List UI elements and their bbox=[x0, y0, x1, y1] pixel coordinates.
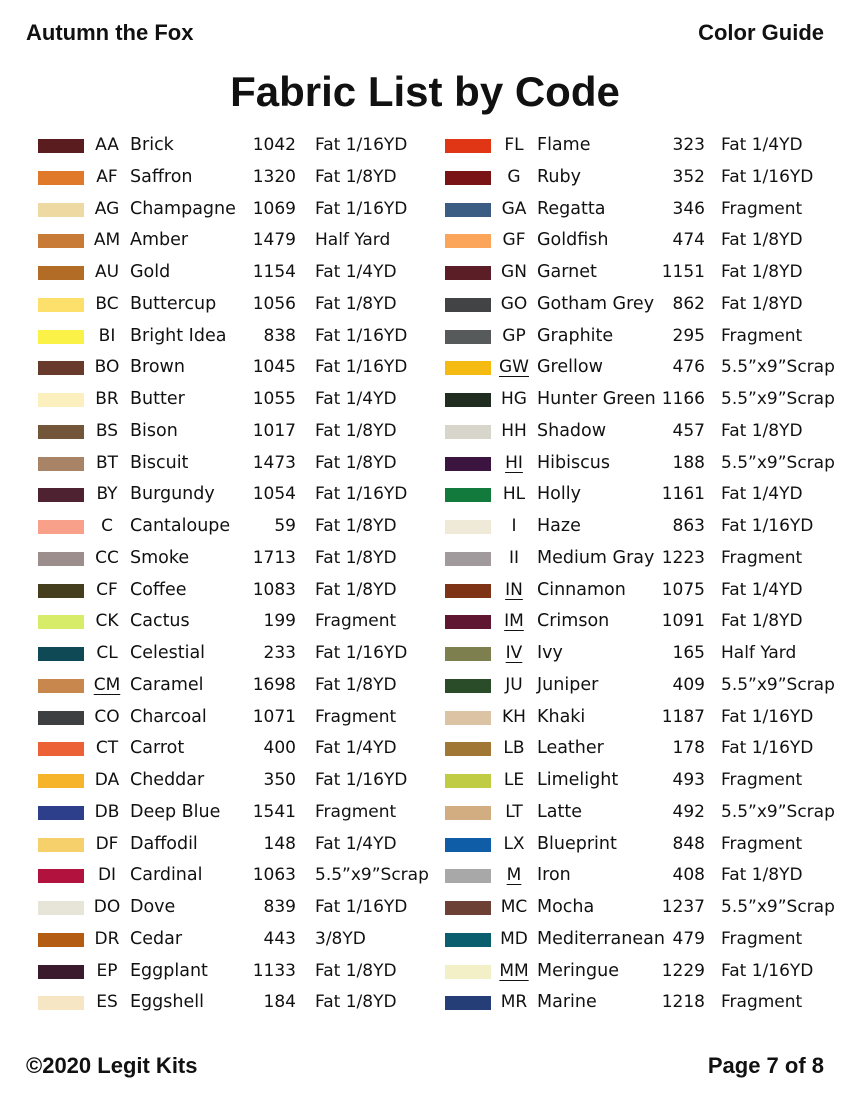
footer-copyright: ©2020 Legit Kits bbox=[26, 1053, 198, 1078]
fabric-number: 1045 bbox=[252, 357, 296, 378]
color-swatch bbox=[445, 901, 491, 915]
fabric-code: BS bbox=[95, 420, 119, 441]
fabric-code: BC bbox=[95, 293, 119, 314]
fabric-code: MR bbox=[500, 992, 528, 1013]
fabric-size: Fat 1/8YD bbox=[315, 992, 397, 1013]
fabric-name: Saffron bbox=[130, 166, 193, 187]
color-swatch bbox=[445, 552, 491, 566]
color-swatch bbox=[38, 488, 84, 502]
fabric-name: Holly bbox=[537, 484, 581, 505]
fabric-name: Celestial bbox=[130, 643, 206, 663]
color-swatch bbox=[445, 965, 491, 979]
fabric-code: HI bbox=[505, 452, 523, 473]
fabric-code: LX bbox=[503, 833, 525, 854]
fabric-name: Cedar bbox=[130, 928, 183, 949]
fabric-number: 493 bbox=[672, 770, 705, 790]
color-swatch bbox=[445, 933, 491, 947]
fabric-code: AU bbox=[94, 262, 120, 282]
fabric-name: Hibiscus bbox=[537, 452, 610, 473]
fabric-name: Meringue bbox=[537, 960, 619, 981]
fabric-code: AF bbox=[96, 166, 118, 187]
color-swatch bbox=[445, 203, 491, 217]
fabric-size: Fragment bbox=[315, 611, 397, 632]
color-swatch bbox=[38, 330, 84, 344]
fabric-name: Cactus bbox=[130, 611, 190, 632]
fabric-size: Fragment bbox=[721, 770, 803, 790]
fabric-size: Fragment bbox=[315, 801, 397, 822]
fabric-number: 1166 bbox=[661, 389, 705, 409]
fabric-name: Butter bbox=[130, 389, 185, 409]
fabric-code: KH bbox=[502, 706, 526, 727]
fabric-number: 1713 bbox=[252, 547, 296, 568]
fabric-name: Eggplant bbox=[130, 960, 208, 981]
fabric-code: BT bbox=[95, 452, 119, 473]
fabric-number: 1054 bbox=[252, 484, 296, 505]
fabric-size: Fat 1/8YD bbox=[315, 547, 397, 568]
color-swatch bbox=[38, 615, 84, 629]
fabric-name: Garnet bbox=[537, 262, 597, 282]
fabric-name: Ivy bbox=[537, 643, 563, 663]
fabric-code: ES bbox=[96, 992, 118, 1013]
fabric-name: Latte bbox=[537, 801, 582, 822]
fabric-name: Graphite bbox=[537, 325, 614, 346]
fabric-number: 848 bbox=[672, 833, 705, 854]
fabric-number: 1063 bbox=[252, 865, 296, 886]
fabric-code: DB bbox=[94, 801, 120, 822]
fabric-size: 5.5”x9”Scrap bbox=[721, 452, 835, 473]
fabric-number: 862 bbox=[672, 293, 705, 314]
fabric-size: Fat 1/16YD bbox=[315, 198, 408, 219]
fabric-code: CM bbox=[93, 674, 121, 695]
color-swatch bbox=[38, 869, 84, 883]
color-swatch bbox=[38, 266, 84, 280]
fabric-code: CC bbox=[95, 547, 119, 568]
fabric-code: C bbox=[101, 516, 113, 536]
color-swatch bbox=[445, 869, 491, 883]
fabric-code: I bbox=[511, 516, 517, 536]
fabric-name: Dove bbox=[130, 897, 176, 917]
fabric-name: Bright Idea bbox=[130, 325, 227, 346]
fabric-size: Fat 1/8YD bbox=[315, 579, 397, 600]
fabric-code: BO bbox=[94, 357, 120, 378]
fabric-size: Fragment bbox=[721, 833, 803, 854]
fabric-code: GP bbox=[502, 325, 526, 346]
color-swatch bbox=[445, 647, 491, 661]
fabric-number: 1151 bbox=[661, 262, 705, 282]
fabric-number: 492 bbox=[672, 801, 705, 822]
color-swatch bbox=[445, 330, 491, 344]
fabric-size: Fat 1/16YD bbox=[315, 770, 408, 790]
color-swatch bbox=[38, 234, 84, 248]
fabric-number: 165 bbox=[672, 643, 705, 663]
fabric-size: Fat 1/8YD bbox=[721, 611, 803, 632]
fabric-number: 1071 bbox=[252, 706, 296, 727]
fabric-size: Fat 1/8YD bbox=[315, 516, 397, 536]
fabric-code: GA bbox=[501, 198, 527, 219]
fabric-size: 5.5”x9”Scrap bbox=[721, 389, 835, 409]
fabric-code: BY bbox=[96, 484, 118, 505]
fabric-name: Leather bbox=[537, 738, 604, 759]
fabric-size: Fat 1/8YD bbox=[315, 166, 397, 187]
fabric-size: Fat 1/4YD bbox=[721, 579, 803, 600]
fabric-name: Amber bbox=[130, 230, 189, 251]
color-swatch bbox=[38, 838, 84, 852]
fabric-size: Fragment bbox=[721, 198, 803, 219]
fabric-number: 295 bbox=[672, 325, 705, 346]
fabric-size: Fat 1/16YD bbox=[721, 166, 814, 187]
fabric-number: 1042 bbox=[252, 135, 296, 155]
fabric-number: 838 bbox=[263, 325, 296, 346]
header-guide-label: Color Guide bbox=[698, 20, 824, 45]
color-swatch bbox=[445, 774, 491, 788]
fabric-size: Fat 1/4YD bbox=[315, 389, 397, 409]
fabric-number: 1161 bbox=[661, 484, 705, 505]
color-swatch bbox=[38, 393, 84, 407]
fabric-code: HH bbox=[501, 420, 527, 441]
fabric-name: Charcoal bbox=[130, 706, 207, 727]
fabric-code: HG bbox=[501, 389, 527, 409]
fabric-number: 184 bbox=[263, 992, 296, 1013]
color-swatch bbox=[38, 361, 84, 375]
fabric-code: BR bbox=[95, 389, 119, 409]
color-swatch bbox=[38, 774, 84, 788]
fabric-size: Fat 1/8YD bbox=[721, 293, 803, 314]
fabric-code: BI bbox=[98, 325, 116, 346]
fabric-code: CO bbox=[94, 706, 120, 727]
fabric-name: Gotham Grey bbox=[537, 293, 655, 314]
fabric-number: 1154 bbox=[252, 262, 296, 282]
fabric-code: CK bbox=[95, 611, 119, 632]
fabric-code: JU bbox=[505, 674, 523, 695]
fabric-name: Cinnamon bbox=[537, 579, 626, 600]
fabric-size: Fat 1/8YD bbox=[315, 674, 397, 695]
fabric-name: Flame bbox=[537, 135, 591, 155]
fabric-size: Half Yard bbox=[721, 643, 797, 663]
fabric-number: 409 bbox=[672, 674, 705, 695]
fabric-size: Fat 1/16YD bbox=[315, 135, 408, 155]
fabric-name: Crimson bbox=[537, 611, 610, 632]
fabric-name: Mocha bbox=[537, 897, 595, 917]
fabric-name: Haze bbox=[537, 516, 581, 536]
fabric-code: GW bbox=[499, 357, 529, 378]
color-swatch bbox=[445, 996, 491, 1010]
fabric-size: Fragment bbox=[721, 992, 803, 1013]
color-swatch bbox=[38, 457, 84, 471]
footer-page-number: Page 7 of 8 bbox=[707, 1053, 824, 1078]
color-swatch bbox=[38, 996, 84, 1010]
fabric-number: 148 bbox=[263, 833, 296, 854]
fabric-name: Blueprint bbox=[537, 833, 617, 854]
fabric-code: AG bbox=[94, 198, 120, 219]
color-swatch bbox=[38, 425, 84, 439]
fabric-size: Fat 1/4YD bbox=[721, 484, 803, 505]
color-swatch bbox=[445, 806, 491, 820]
fabric-size: Fat 1/16YD bbox=[315, 643, 408, 663]
color-swatch bbox=[445, 139, 491, 153]
color-swatch bbox=[38, 965, 84, 979]
color-swatch bbox=[38, 933, 84, 947]
fabric-name: Carrot bbox=[130, 738, 185, 759]
fabric-size: Fat 1/8YD bbox=[721, 230, 803, 251]
fabric-size: Fat 1/16YD bbox=[315, 357, 408, 378]
fabric-code: DR bbox=[94, 928, 120, 949]
fabric-code: AM bbox=[93, 230, 121, 251]
fabric-number: 863 bbox=[672, 516, 705, 536]
fabric-name: Marine bbox=[537, 992, 597, 1013]
fabric-number: 1479 bbox=[252, 230, 296, 251]
fabric-number: 1069 bbox=[252, 198, 296, 219]
fabric-size: Fragment bbox=[315, 706, 397, 727]
fabric-number: 1218 bbox=[661, 992, 705, 1013]
fabric-code: DI bbox=[97, 865, 117, 886]
fabric-code: MM bbox=[499, 960, 529, 981]
fabric-size: Fat 1/16YD bbox=[315, 897, 408, 917]
fabric-code: II bbox=[508, 547, 520, 568]
fabric-code: GN bbox=[501, 262, 527, 282]
color-swatch bbox=[445, 488, 491, 502]
color-swatch bbox=[445, 457, 491, 471]
fabric-size: Fat 1/8YD bbox=[315, 452, 397, 473]
fabric-name: Shadow bbox=[537, 420, 607, 441]
fabric-number: 178 bbox=[672, 738, 705, 759]
fabric-number: 1473 bbox=[252, 452, 296, 473]
fabric-number: 1229 bbox=[661, 960, 705, 981]
color-swatch bbox=[445, 742, 491, 756]
color-swatch bbox=[38, 806, 84, 820]
color-swatch bbox=[38, 647, 84, 661]
fabric-code: DA bbox=[94, 770, 120, 790]
fabric-name: Cantaloupe bbox=[130, 516, 231, 536]
fabric-number: 1541 bbox=[252, 801, 296, 822]
color-swatch bbox=[38, 742, 84, 756]
fabric-size: Fat 1/8YD bbox=[315, 960, 397, 981]
fabric-number: 199 bbox=[263, 611, 296, 632]
fabric-code: GF bbox=[502, 230, 526, 251]
color-swatch bbox=[38, 171, 84, 185]
fabric-code: G bbox=[507, 166, 521, 187]
fabric-number: 457 bbox=[672, 420, 705, 441]
fabric-number: 1017 bbox=[252, 420, 296, 441]
fabric-number: 1320 bbox=[252, 166, 296, 187]
color-swatch bbox=[445, 298, 491, 312]
fabric-number: 350 bbox=[263, 770, 296, 790]
fabric-size: Fat 1/16YD bbox=[315, 484, 408, 505]
fabric-size: Fat 1/8YD bbox=[721, 262, 803, 282]
fabric-number: 323 bbox=[672, 135, 705, 155]
color-swatch bbox=[445, 425, 491, 439]
color-swatch bbox=[38, 552, 84, 566]
fabric-name: Cardinal bbox=[130, 865, 203, 886]
fabric-name: Grellow bbox=[537, 357, 603, 378]
fabric-number: 1055 bbox=[252, 389, 296, 409]
fabric-number: 479 bbox=[672, 928, 705, 949]
fabric-code: EP bbox=[96, 960, 118, 981]
fabric-name: Mediterranean bbox=[537, 928, 665, 949]
fabric-size: Fragment bbox=[721, 325, 803, 346]
fabric-size: Fat 1/8YD bbox=[315, 420, 397, 441]
fabric-name: Champagne bbox=[130, 198, 236, 219]
fabric-name: Burgundy bbox=[130, 484, 215, 505]
fabric-size: Fat 1/4YD bbox=[315, 738, 397, 759]
color-swatch bbox=[445, 615, 491, 629]
fabric-name: Biscuit bbox=[130, 452, 189, 473]
color-swatch bbox=[445, 171, 491, 185]
color-swatch bbox=[445, 838, 491, 852]
fabric-size: Fat 1/8YD bbox=[315, 293, 397, 314]
color-swatch bbox=[445, 584, 491, 598]
fabric-size: Fragment bbox=[721, 928, 803, 949]
fabric-code: IM bbox=[504, 611, 524, 632]
fabric-size: 5.5”x9”Scrap bbox=[721, 674, 835, 695]
fabric-name: Gold bbox=[130, 262, 171, 282]
fabric-size: Fat 1/4YD bbox=[315, 262, 397, 282]
fabric-size: Fat 1/8YD bbox=[721, 420, 803, 441]
fabric-number: 474 bbox=[672, 230, 705, 251]
fabric-number: 59 bbox=[274, 516, 296, 536]
fabric-name: Smoke bbox=[130, 547, 190, 568]
color-swatch bbox=[445, 234, 491, 248]
fabric-name: Limelight bbox=[537, 770, 619, 790]
header-kit-name: Autumn the Fox bbox=[26, 20, 194, 45]
fabric-size: Fat 1/4YD bbox=[721, 135, 803, 155]
fabric-name: Hunter Green bbox=[537, 389, 656, 409]
fabric-number: 1083 bbox=[252, 579, 296, 600]
fabric-code: CL bbox=[96, 643, 118, 663]
fabric-size: Fat 1/16YD bbox=[721, 960, 814, 981]
fabric-code: M bbox=[506, 865, 522, 886]
fabric-name: Khaki bbox=[537, 706, 586, 727]
fabric-number: 443 bbox=[263, 928, 296, 949]
color-swatch bbox=[445, 393, 491, 407]
fabric-name: Regatta bbox=[537, 198, 606, 219]
fabric-number: 188 bbox=[672, 452, 705, 473]
fabric-name: Medium Gray bbox=[537, 547, 655, 568]
fabric-number: 1223 bbox=[661, 547, 705, 568]
fabric-size: Fat 1/16YD bbox=[721, 738, 814, 759]
fabric-code: LE bbox=[503, 770, 525, 790]
color-swatch bbox=[38, 679, 84, 693]
fabric-size: 5.5”x9”Scrap bbox=[315, 865, 429, 886]
fabric-size: Fat 1/4YD bbox=[315, 833, 397, 854]
fabric-number: 352 bbox=[672, 166, 705, 187]
fabric-size: Fat 1/16YD bbox=[721, 516, 814, 536]
fabric-size: Fat 1/8YD bbox=[721, 865, 803, 886]
fabric-name: Iron bbox=[537, 865, 571, 886]
fabric-name: Buttercup bbox=[130, 293, 217, 314]
color-swatch bbox=[38, 139, 84, 153]
fabric-number: 1187 bbox=[661, 706, 705, 727]
fabric-code: AA bbox=[95, 135, 119, 155]
color-swatch bbox=[445, 520, 491, 534]
color-swatch bbox=[38, 298, 84, 312]
fabric-code: FL bbox=[504, 135, 524, 155]
fabric-number: 839 bbox=[263, 897, 296, 917]
page-title: Fabric List by Code bbox=[230, 68, 620, 115]
fabric-size: Fat 1/16YD bbox=[721, 706, 814, 727]
fabric-code: GO bbox=[500, 293, 528, 314]
fabric-number: 233 bbox=[263, 643, 296, 663]
fabric-name: Bison bbox=[130, 420, 178, 441]
fabric-number: 476 bbox=[672, 357, 705, 378]
fabric-name: Brick bbox=[130, 135, 174, 155]
fabric-number: 1056 bbox=[252, 293, 296, 314]
fabric-code: DF bbox=[95, 833, 119, 854]
fabric-code: DO bbox=[93, 897, 121, 917]
fabric-code: LB bbox=[503, 738, 525, 759]
fabric-size: Half Yard bbox=[315, 230, 391, 251]
color-swatch bbox=[38, 901, 84, 915]
fabric-number: 346 bbox=[672, 198, 705, 219]
color-swatch bbox=[445, 711, 491, 725]
fabric-number: 1698 bbox=[252, 674, 296, 695]
fabric-name: Eggshell bbox=[130, 992, 204, 1013]
fabric-name: Goldfish bbox=[537, 230, 609, 251]
fabric-size: Fragment bbox=[721, 547, 803, 568]
fabric-number: 1133 bbox=[252, 960, 296, 981]
fabric-size: 5.5”x9”Scrap bbox=[721, 897, 835, 917]
color-swatch bbox=[445, 361, 491, 375]
fabric-name: Deep Blue bbox=[130, 801, 221, 822]
fabric-name: Ruby bbox=[537, 166, 581, 187]
fabric-size: 5.5”x9”Scrap bbox=[721, 801, 835, 822]
fabric-code: HL bbox=[502, 484, 526, 505]
fabric-name: Brown bbox=[130, 357, 185, 378]
fabric-name: Juniper bbox=[537, 674, 599, 695]
color-swatch bbox=[38, 203, 84, 217]
color-swatch bbox=[38, 520, 84, 534]
fabric-number: 408 bbox=[672, 865, 705, 886]
fabric-number: 1075 bbox=[661, 579, 705, 600]
color-swatch bbox=[38, 584, 84, 598]
fabric-code: CF bbox=[96, 579, 118, 600]
fabric-name: Coffee bbox=[130, 579, 187, 600]
fabric-name: Cheddar bbox=[130, 770, 205, 790]
fabric-code: LT bbox=[505, 801, 523, 822]
fabric-code: IN bbox=[505, 579, 523, 600]
color-swatch bbox=[445, 679, 491, 693]
color-swatch bbox=[445, 266, 491, 280]
fabric-code: IV bbox=[505, 643, 523, 663]
fabric-code: MC bbox=[500, 897, 528, 917]
fabric-number: 1091 bbox=[661, 611, 705, 632]
fabric-number: 1237 bbox=[661, 897, 705, 917]
color-swatch bbox=[38, 711, 84, 725]
fabric-name: Caramel bbox=[130, 674, 204, 695]
fabric-number: 400 bbox=[263, 738, 296, 759]
fabric-name: Daffodil bbox=[130, 833, 198, 854]
fabric-code: CT bbox=[95, 738, 119, 759]
fabric-size: Fat 1/16YD bbox=[315, 325, 408, 346]
fabric-code: MD bbox=[500, 928, 528, 949]
fabric-size: 3/8YD bbox=[315, 928, 366, 949]
fabric-size: 5.5”x9”Scrap bbox=[721, 357, 835, 378]
